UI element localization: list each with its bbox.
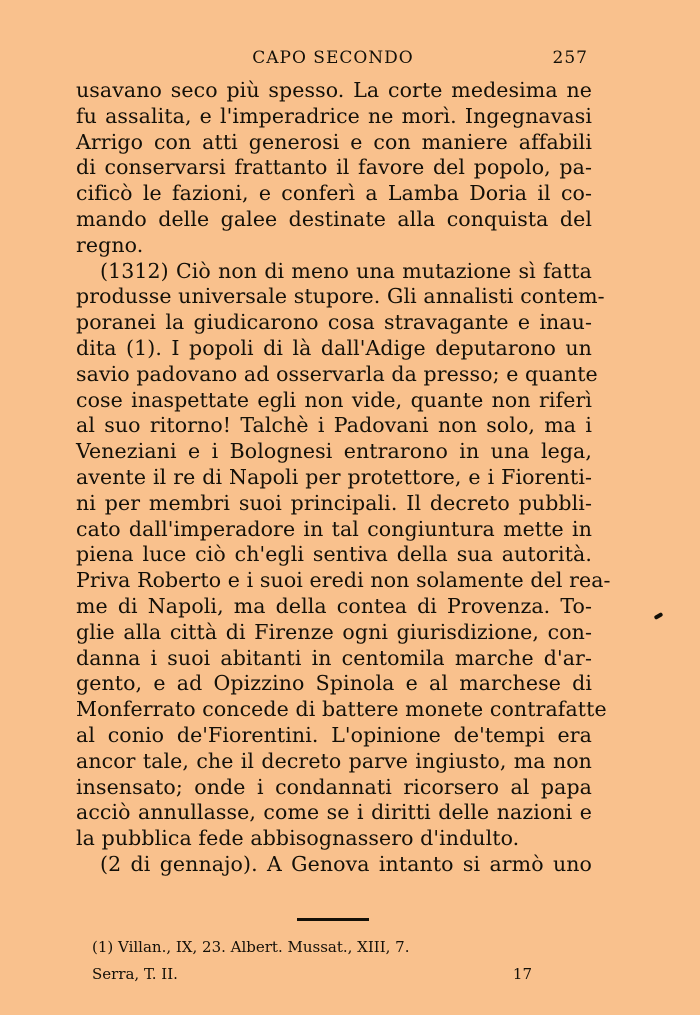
text-line: cose inaspettate egli non vide, quante non riferì — [76, 387, 592, 412]
text-line: mando delle galee destinate alla conquista del — [76, 206, 592, 231]
text-line: produsse universale stupore. Gli annalisti contem- — [76, 284, 605, 309]
text-line: danna i suoi abitanti in centomila marche d'ar- — [76, 645, 592, 670]
text-line: piena luce ciò ch'egli sentiva della sua autorità. — [76, 542, 592, 567]
text-line: (1312) Ciò non di meno una mutazione sì fatta — [100, 258, 592, 283]
text-line: dita (1). I popoli di là dall'Adige deputarono un — [76, 335, 592, 360]
signature-mark: 17 — [512, 965, 532, 983]
text-line: avente il re di Napoli per protettore, e i Fiorenti- — [76, 464, 592, 489]
text-line: fu assalita, e l'imperadrice ne morì. Ingegnavasi — [76, 103, 592, 128]
running-title: CAPO SECONDO — [252, 48, 414, 68]
text-line: (2 di gennajo). A Genova intanto si armò uno — [100, 851, 592, 876]
running-header — [78, 48, 588, 74]
text-line: glie alla città di Firenze ogni giurisdizione, con- — [76, 619, 592, 644]
text-line: Arrigo con atti generosi e con maniere affabili — [76, 129, 592, 154]
footnote: (1) Villan., IX, 23. Albert. Mussat., XIII, 7. — [92, 938, 410, 956]
page-number: 257 — [552, 48, 588, 68]
signature-label: Serra, T. II. — [92, 965, 178, 983]
text-line: me di Napoli, ma della contea di Provenza. To- — [76, 593, 592, 618]
text-line: cificò le fazioni, e conferì a Lamba Doria il co- — [76, 181, 592, 206]
text-line: al suo ritorno! Talchè i Padovani non solo, ma i — [76, 413, 592, 438]
ink-speck — [654, 612, 664, 620]
text-line: acciò annullasse, come se i diritti delle nazioni e — [76, 800, 592, 825]
text-line: di conservarsi frattanto il favore del popolo, pa- — [76, 155, 592, 180]
text-line: insensato; onde i condannati ricorsero al papa — [76, 774, 592, 799]
text-line: Veneziani e i Bolognesi entrarono in una lega, — [76, 439, 592, 464]
text-line: Monferrato concede di battere monete contrafatte — [76, 697, 607, 722]
text-line: gento, e ad Opizzino Spinola e al marchese di — [76, 671, 592, 696]
text-line: regno. — [76, 232, 144, 257]
text-line: la pubblica fede abbisognassero d'indulto. — [76, 826, 520, 851]
text-line: Priva Roberto e i suoi eredi non solamente del rea- — [76, 568, 611, 593]
text-line: ancor tale, che il decreto parve ingiusto, ma non — [76, 748, 592, 773]
text-line: ni per membri suoi principali. Il decreto pubbli- — [76, 490, 592, 515]
text-line: poranei la giudicarono cosa stravagante e inau- — [76, 310, 592, 335]
body-text — [76, 78, 611, 878]
footnote-separator — [297, 918, 369, 921]
text-line: usavano seco più spesso. La corte medesima ne — [76, 78, 592, 102]
text-line: cato dall'imperadore in tal congiuntura mette in — [76, 516, 592, 541]
text-line: savio padovano ad osservarla da presso; e quante — [76, 361, 598, 386]
text-line: al conio de'Fiorentini. L'opinione de'tempi era — [76, 722, 592, 747]
